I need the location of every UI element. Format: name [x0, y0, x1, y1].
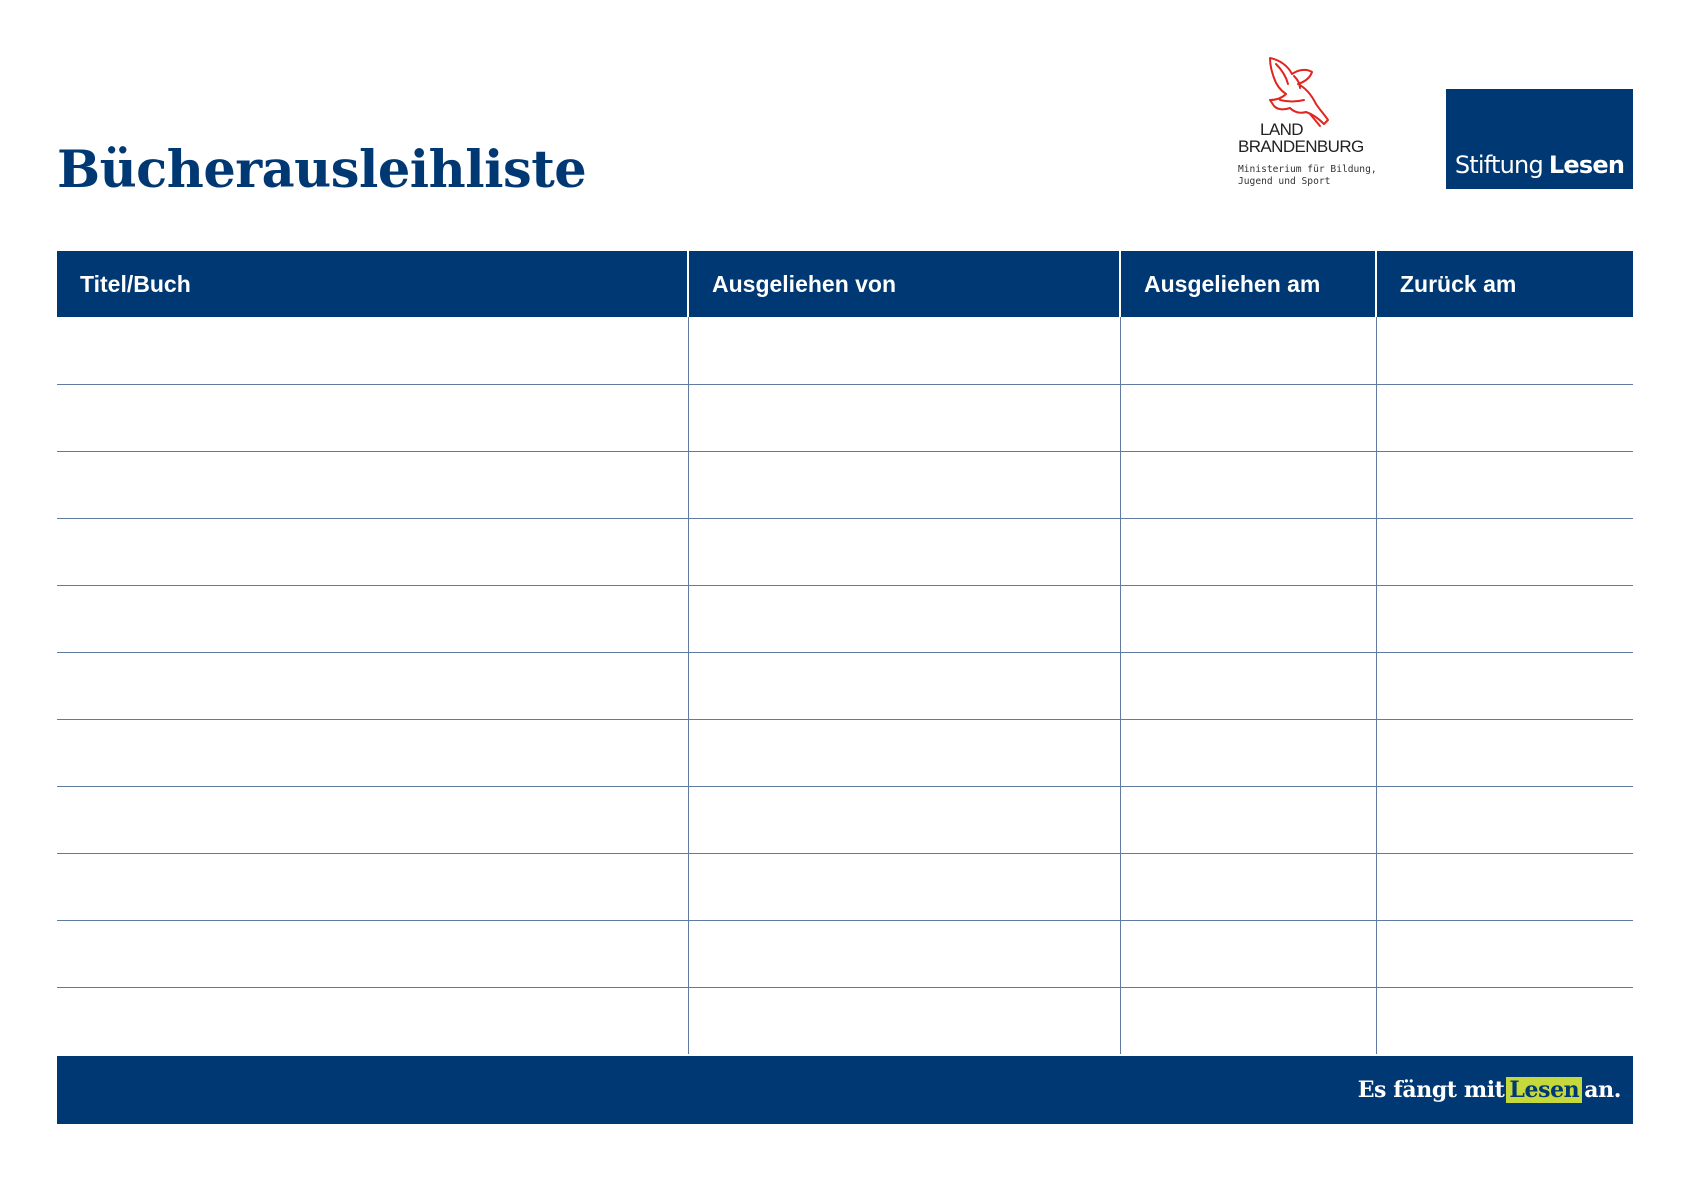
page-title: Bücherausleihliste: [57, 140, 587, 200]
cell-returned-on[interactable]: [1376, 451, 1633, 518]
cell-returned-on[interactable]: [1376, 920, 1633, 987]
cell-title[interactable]: [57, 585, 688, 652]
stiftung-lesen-logo: [1446, 89, 1633, 189]
cell-borrowed-on[interactable]: [1120, 652, 1376, 719]
cell-borrowed-on[interactable]: [1120, 384, 1376, 451]
table-row: [57, 987, 1633, 1054]
table-row: [57, 920, 1633, 987]
cell-borrowed-on[interactable]: [1120, 585, 1376, 652]
cell-returned-on[interactable]: [1376, 652, 1633, 719]
cell-borrowed-by[interactable]: [688, 853, 1120, 920]
column-header-title: Titel/Buch: [57, 251, 688, 317]
cell-returned-on[interactable]: [1376, 719, 1633, 786]
footer-slogan: [1358, 1077, 1621, 1103]
cell-borrowed-by[interactable]: [688, 585, 1120, 652]
table-row: [57, 786, 1633, 853]
cell-borrowed-by[interactable]: [688, 451, 1120, 518]
cell-title[interactable]: [57, 652, 688, 719]
ministry-text: [1238, 164, 1377, 188]
cell-borrowed-by[interactable]: [688, 719, 1120, 786]
cell-borrowed-by[interactable]: [688, 518, 1120, 585]
cell-borrowed-on[interactable]: [1120, 920, 1376, 987]
table-row: [57, 518, 1633, 585]
ministry-line-1: Ministerium für Bildung,: [1238, 164, 1377, 175]
cell-borrowed-by[interactable]: [688, 920, 1120, 987]
slogan-end: an.: [1584, 1077, 1621, 1103]
cell-title[interactable]: [57, 786, 688, 853]
table-row: [57, 719, 1633, 786]
cell-returned-on[interactable]: [1376, 853, 1633, 920]
cell-returned-on[interactable]: [1376, 384, 1633, 451]
cell-title[interactable]: [57, 987, 688, 1054]
cell-borrowed-on[interactable]: [1120, 853, 1376, 920]
table-row: [57, 451, 1633, 518]
cell-borrowed-by[interactable]: [688, 987, 1120, 1054]
brandenburg-logo: [1238, 54, 1378, 194]
cell-borrowed-on[interactable]: [1120, 518, 1376, 585]
cell-returned-on[interactable]: [1376, 585, 1633, 652]
table-row: [57, 853, 1633, 920]
cell-returned-on[interactable]: [1376, 786, 1633, 853]
logo-text-brandenburg: BRANDENBURG: [1238, 137, 1364, 156]
slogan-start: Es fängt mit: [1357, 1077, 1505, 1103]
cell-returned-on[interactable]: [1376, 518, 1633, 585]
slogan-highlight: Lesen: [1506, 1077, 1582, 1103]
cell-title[interactable]: [57, 853, 688, 920]
cell-borrowed-on[interactable]: [1120, 317, 1376, 384]
cell-borrowed-by[interactable]: [688, 786, 1120, 853]
cell-title[interactable]: [57, 518, 688, 585]
table-body: [57, 317, 1633, 1054]
ministry-line-2: Jugend und Sport: [1238, 176, 1331, 187]
cell-title[interactable]: [57, 451, 688, 518]
table-row: [57, 384, 1633, 451]
table-row: [57, 317, 1633, 384]
table-header-row: [57, 251, 1633, 317]
cell-title[interactable]: [57, 384, 688, 451]
logo-word-lesen: Lesen: [1548, 151, 1625, 179]
cell-title[interactable]: [57, 719, 688, 786]
cell-returned-on[interactable]: [1376, 317, 1633, 384]
table-row: [57, 585, 1633, 652]
table-row: [57, 652, 1633, 719]
cell-title[interactable]: [57, 317, 688, 384]
cell-borrowed-by[interactable]: [688, 652, 1120, 719]
column-header-borrowed-by: Ausgeliehen von: [688, 251, 1120, 317]
column-header-borrowed-on: Ausgeliehen am: [1120, 251, 1376, 317]
cell-borrowed-on[interactable]: [1120, 786, 1376, 853]
cell-borrowed-on[interactable]: [1120, 987, 1376, 1054]
cell-borrowed-by[interactable]: [688, 384, 1120, 451]
footer-bar: [57, 1056, 1633, 1124]
cell-returned-on[interactable]: [1376, 987, 1633, 1054]
borrow-table: [57, 251, 1633, 1054]
logo-word-stiftung: Stiftung: [1454, 151, 1543, 179]
cell-borrowed-on[interactable]: [1120, 451, 1376, 518]
column-header-returned-on: Zurück am: [1376, 251, 1633, 317]
cell-borrowed-on[interactable]: [1120, 719, 1376, 786]
logo-text-land: LAND: [1260, 120, 1303, 139]
cell-title[interactable]: [57, 920, 688, 987]
cell-borrowed-by[interactable]: [688, 317, 1120, 384]
